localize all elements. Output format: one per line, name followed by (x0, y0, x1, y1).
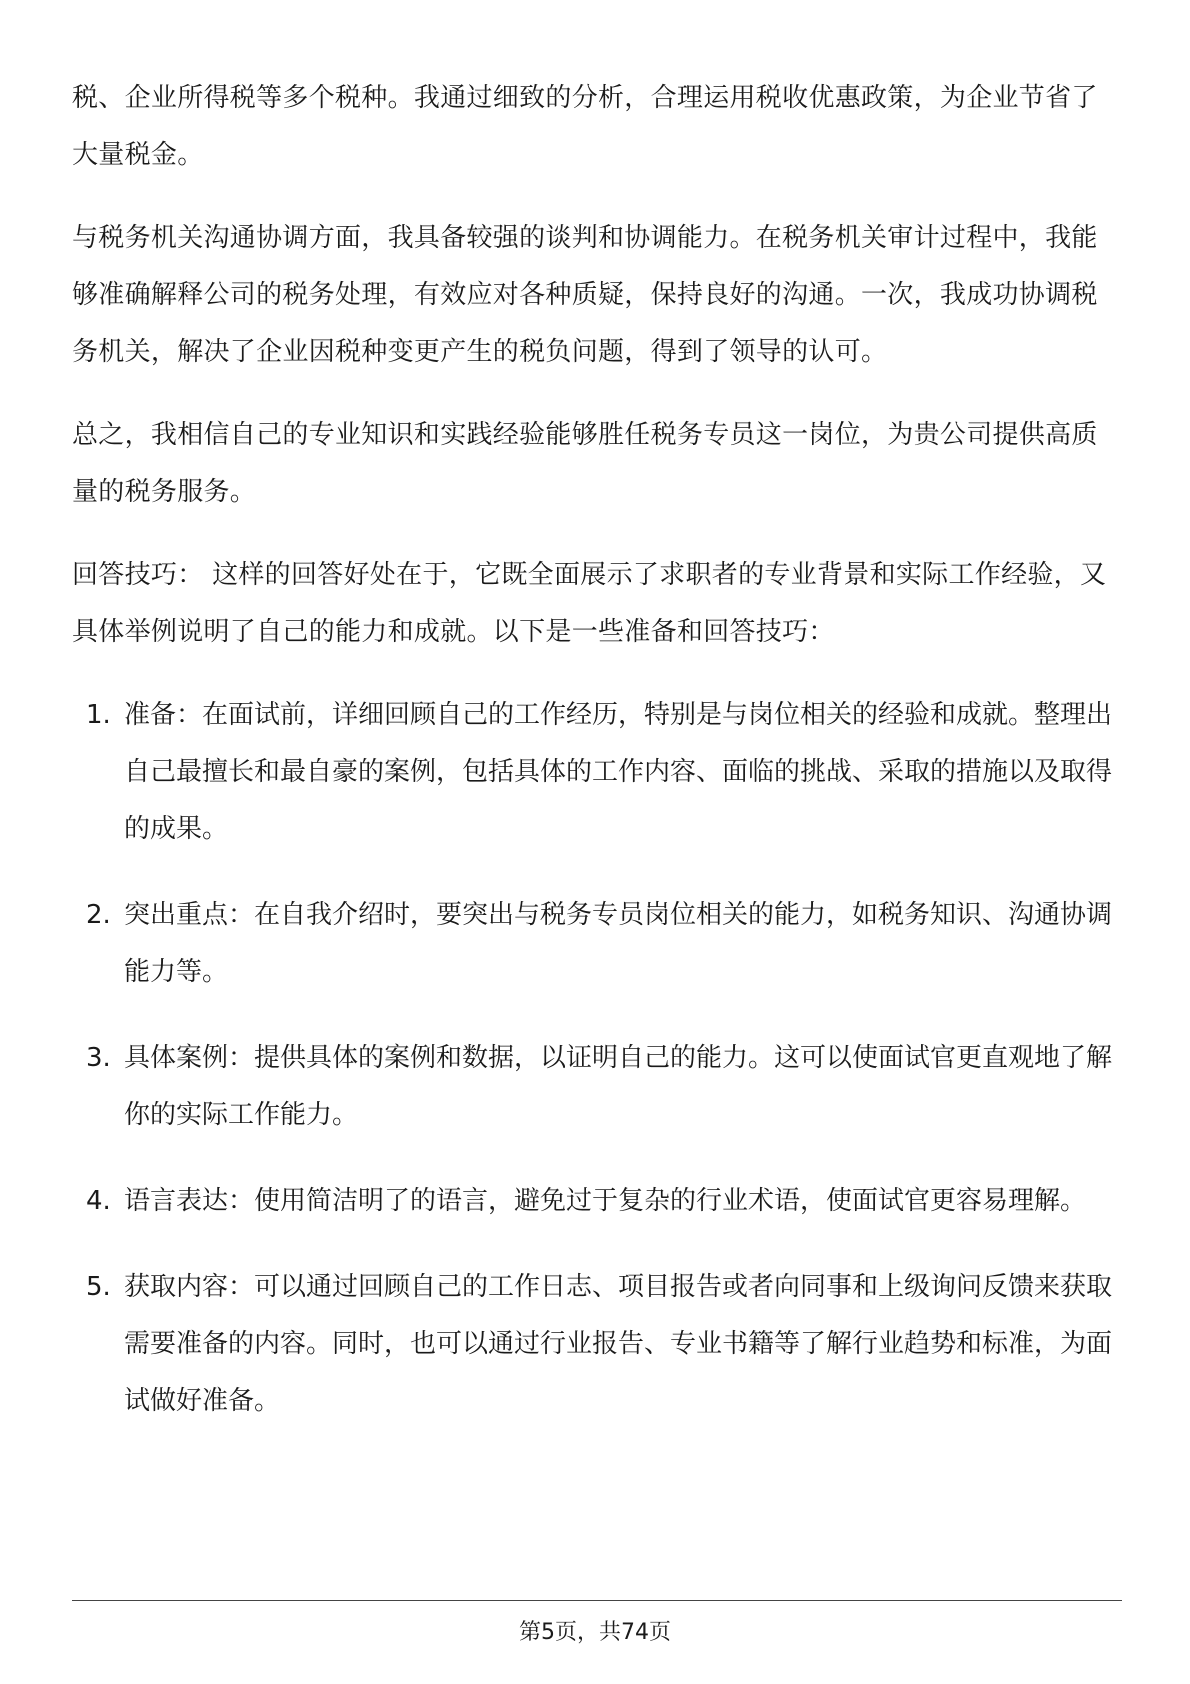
paragraph-tax-authority-communication: 与税务机关沟通协调方面，我具备较强的谈判和协调能力。在税务机关审计过程中，我能够准确解释公司的税务处理，有效应对各种质疑，保持良好的沟通。一次，我成功协调税务机关，解决了企业因税种变更产生的税负问题，得到了领导的认可。 (72, 223, 1098, 367)
footer-divider (72, 1600, 1122, 1601)
list-number: 1. (86, 700, 111, 730)
list-item (72, 1259, 1124, 1430)
list-number: 3. (86, 1043, 111, 1073)
list-number: 2. (86, 900, 111, 930)
list-number: 4. (86, 1186, 111, 1216)
tips-list (72, 687, 1122, 1430)
paragraph-tax-savings: 税、企业所得税等多个税种。我通过细致的分析，合理运用税收优惠政策，为企业节省了大量税金。 (72, 83, 1098, 170)
list-number: 5. (86, 1272, 111, 1302)
list-item (72, 1173, 1124, 1230)
list-item-text: 突出重点：在自我介绍时，要突出与税务专员岗位相关的能力，如税务知识、沟通协调能力等。 (124, 900, 1113, 987)
list-item-text: 语言表达：使用简洁明了的语言，避免过于复杂的行业术语，使面试官更容易理解。 (124, 1186, 1087, 1216)
list-item (72, 687, 1124, 858)
list-item-text: 获取内容：可以通过回顾自己的工作日志、项目报告或者向同事和上级询问反馈来获取需要准备的内容。同时，也可以通过行业报告、专业书籍等了解行业趋势和标准，为面试做好准备。 (124, 1272, 1113, 1416)
page-content (72, 70, 1122, 1459)
paragraph-answer-tips: 回答技巧： 这样的回答好处在于，它既全面展示了求职者的专业背景和实际工作经验，又具体举例说明了自己的能力和成就。以下是一些准备和回答技巧： (72, 560, 1107, 647)
list-item-text: 具体案例：提供具体的案例和数据，以证明自己的能力。这可以使面试官更直观地了解你的实际工作能力。 (124, 1043, 1113, 1130)
list-item (72, 887, 1124, 1001)
page-number: 第5页，共74页 (519, 1620, 671, 1645)
list-item (72, 1030, 1124, 1144)
paragraph-conclusion: 总之，我相信自己的专业知识和实践经验能够胜任税务专员这一岗位，为贵公司提供高质量的税务服务。 (72, 420, 1098, 507)
list-item-text: 准备：在面试前，详细回顾自己的工作经历，特别是与岗位相关的经验和成就。整理出自己最擅长和最自豪的案例，包括具体的工作内容、面临的挑战、采取的措施以及取得的成果。 (124, 700, 1113, 844)
